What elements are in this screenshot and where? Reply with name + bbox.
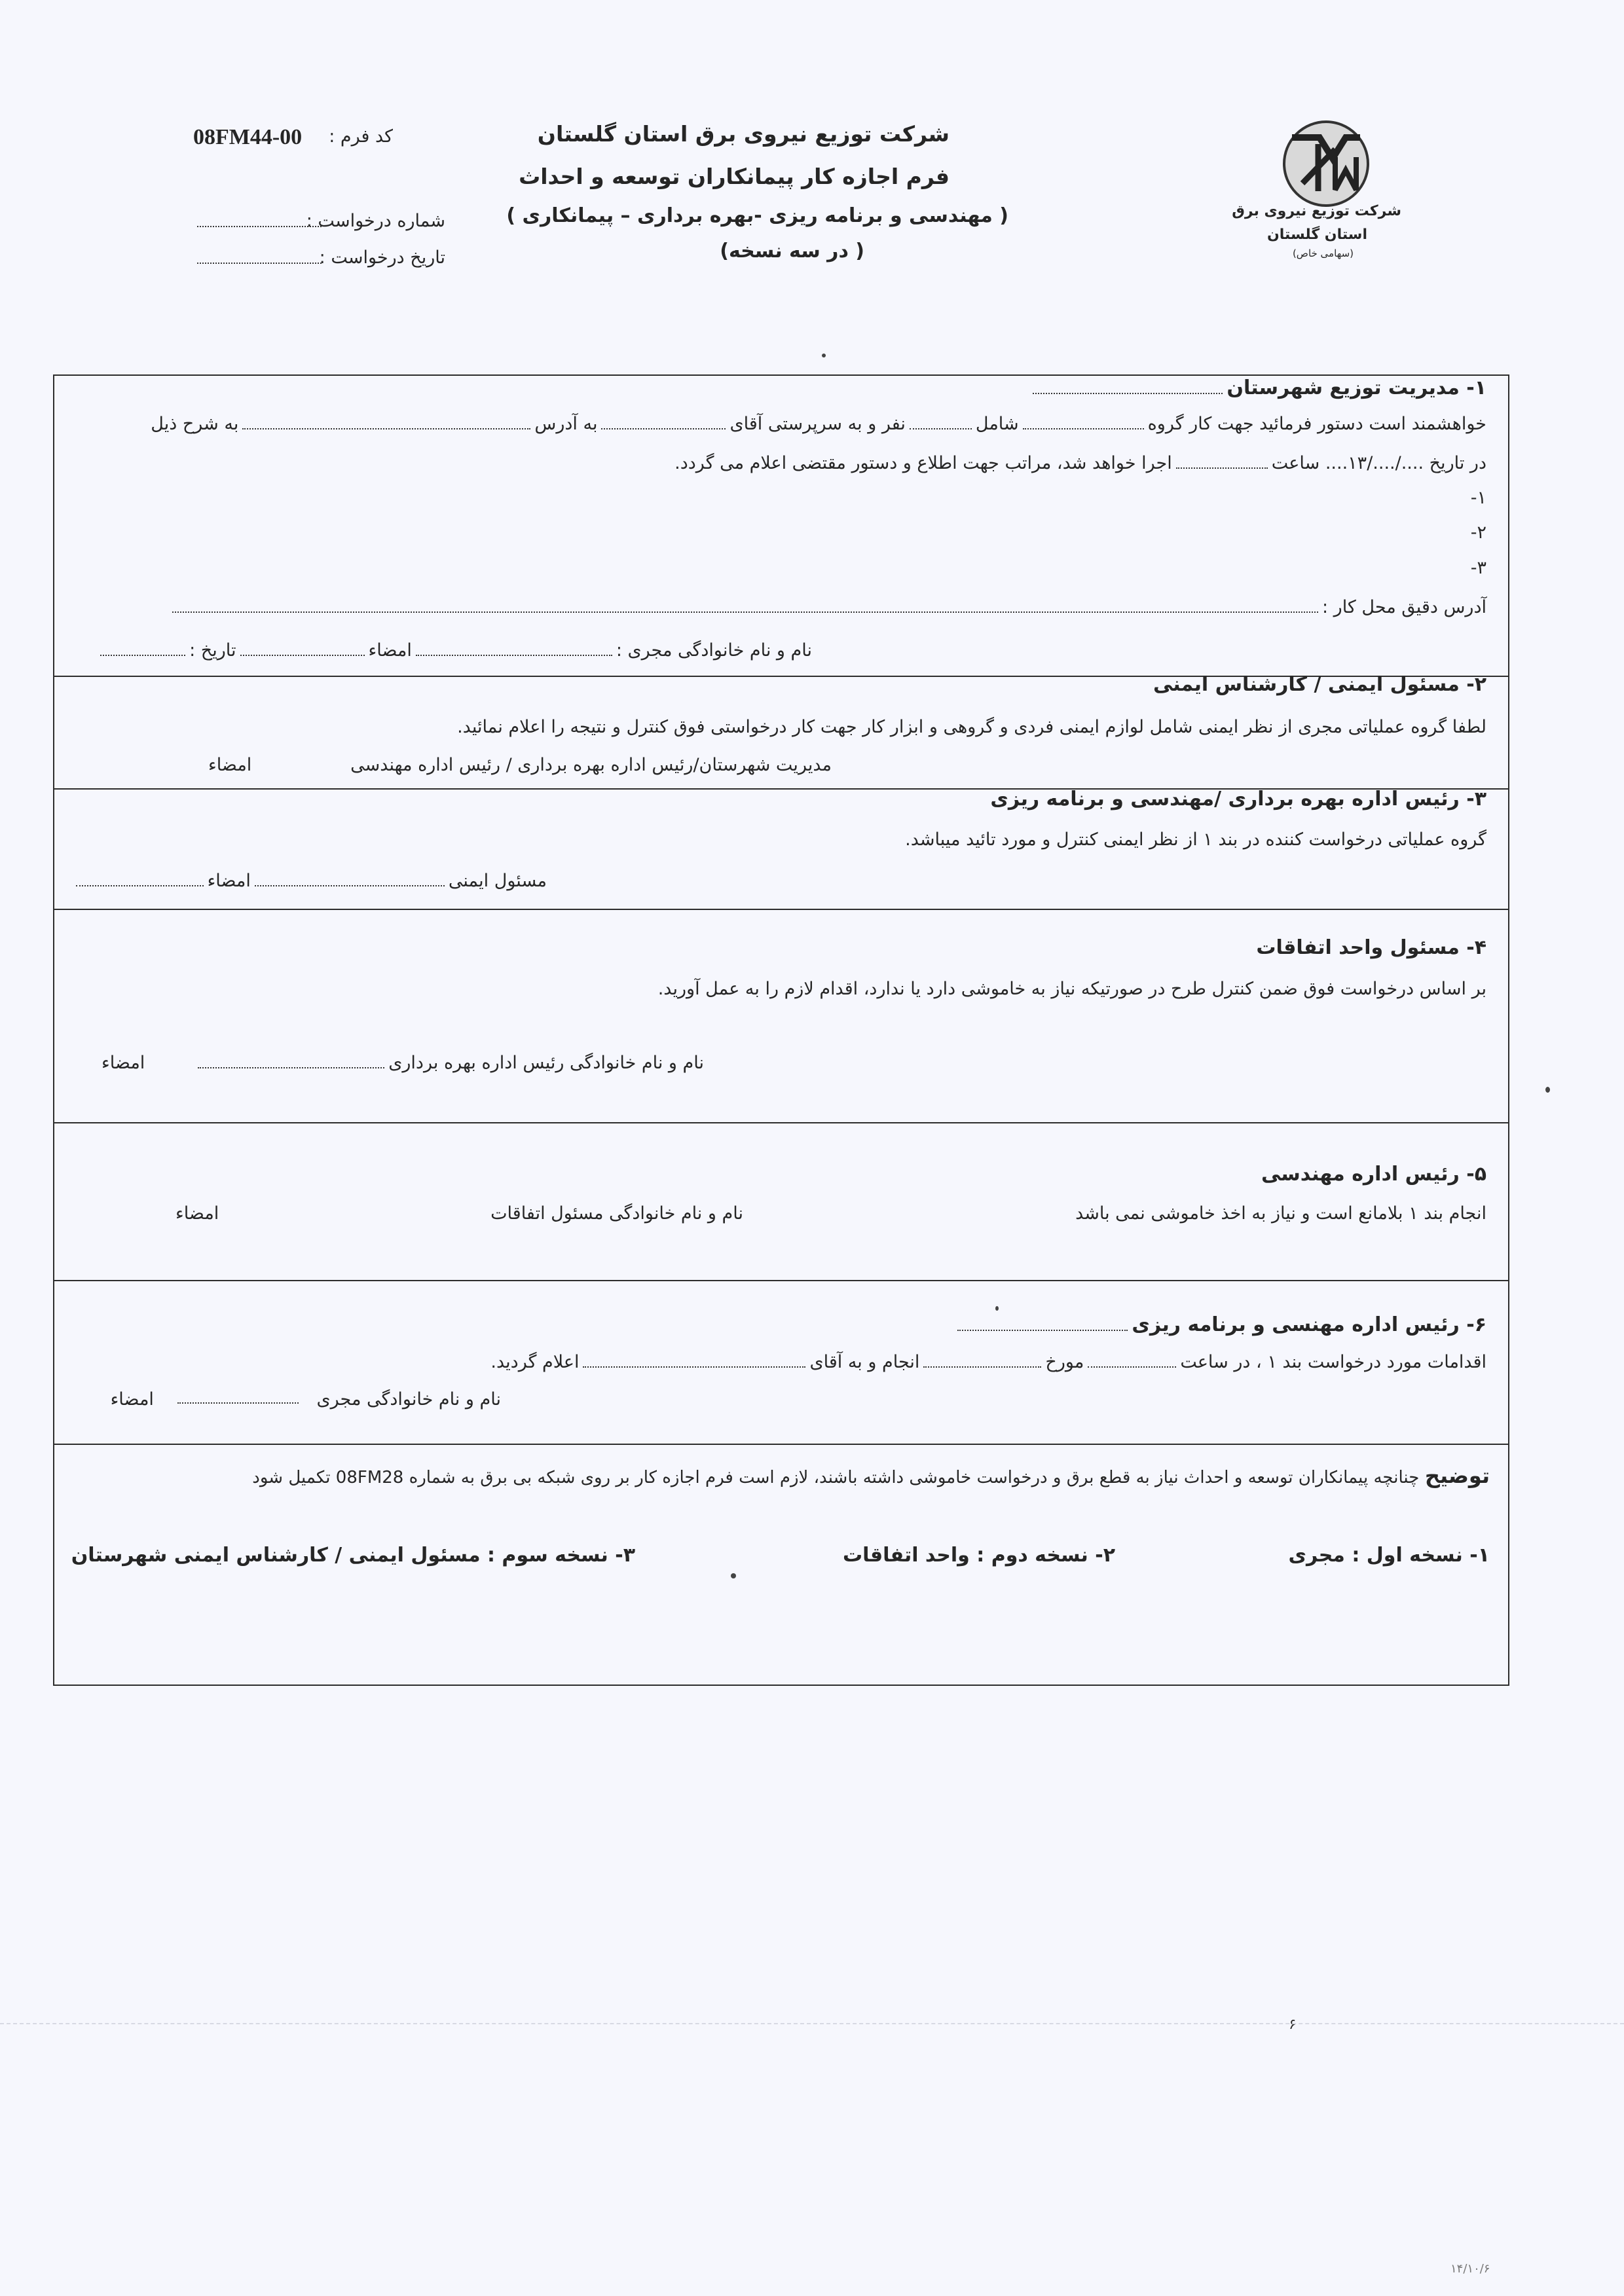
divider-6	[54, 1444, 1508, 1445]
logo-caption-3: (سهامی خاص)	[1292, 247, 1354, 259]
copy-2: ۲- نسخه دوم : واحد اتفاقات	[843, 1544, 1115, 1567]
s6-l1-d: اعلام گردید.	[490, 1352, 580, 1372]
divider-4	[54, 1122, 1508, 1123]
note-body: چنانچه پیمانکاران توسعه و احداث نیاز به قطع برق و درخواست خاموشی داشته باشند، لازم است فرم اجازه کار بر روی شبکه بی برق به شماره 08FM28 تکمیل شود	[252, 1468, 1420, 1487]
s6-l1-c: انجام و به آقای	[809, 1352, 920, 1372]
s4-sign-label: امضاء	[101, 1053, 145, 1073]
s1-signature-row	[96, 640, 812, 661]
s6-time-field[interactable]	[1088, 1353, 1176, 1368]
s1-item-3: -۳	[1470, 558, 1486, 578]
s6-title: ۶- رئیس اداره مهنسی و برنامه ریزی	[1132, 1313, 1486, 1336]
s1-time-field[interactable]	[1176, 454, 1268, 469]
divider-3	[54, 909, 1508, 910]
s1-l1-d: به آدرس	[534, 414, 598, 434]
note-row	[252, 1463, 1490, 1488]
note-label: توضیح	[1424, 1463, 1490, 1488]
scan-edge-line	[0, 2023, 1624, 2024]
logo-caption-2: استان گلستان	[1266, 227, 1367, 243]
form-code: 08FM44-00	[193, 125, 303, 149]
s1-title: ۱- مدیریت توزیع شهرستان	[1227, 376, 1486, 399]
s5-sign-label: امضاء	[175, 1203, 219, 1224]
s1-address-row	[168, 597, 1486, 618]
s3-body: گروه عملیاتی درخواست کننده در بند ۱ از نظر ایمنی کنترل و مورد تائید میباشد.	[905, 829, 1486, 850]
s3-title: ۳- رئیس اداره بهره برداری /مهندسی و برنامه ریزی	[990, 788, 1486, 811]
s1-line1	[151, 414, 1486, 435]
footer-mark-2: ۱۴/۱۰/۶	[1450, 2262, 1490, 2276]
request-date-field[interactable]	[197, 249, 322, 264]
form-frame	[53, 374, 1509, 1686]
s1-exact-address-field[interactable]	[172, 598, 1318, 613]
s3-signature-row	[72, 871, 547, 892]
scan-speck	[731, 1573, 736, 1578]
s6-sign-field[interactable]	[177, 1389, 299, 1404]
s1-group-field[interactable]	[1023, 415, 1144, 429]
s5-name-label: نام و نام خانوادگی مسئول اتفاقات	[490, 1203, 743, 1224]
s1-l2-c: اجرا خواهد شد، مراتب جهت اطلاع و دستور مقتضی اعلام می گردد.	[674, 453, 1172, 473]
s6-sign-label: امضاء	[110, 1389, 154, 1410]
request-date-label: تاریخ درخواست :	[319, 247, 445, 268]
s1-supervisor-field[interactable]	[601, 415, 726, 429]
s4-body: بر اساس درخواست فوق ضمن کنترل طرح در صورتیکه نیاز به خاموشی دارد یا ندارد، اقدام لازم را به عمل آورید.	[657, 979, 1486, 999]
s6-l1-a: اقدامات مورد درخواست بند ۱ ، در ساعت	[1180, 1352, 1486, 1372]
s1-item-2: -۲	[1470, 522, 1486, 543]
s6-title-row	[953, 1313, 1486, 1337]
s1-address-field[interactable]	[242, 415, 530, 429]
s1-branch-field[interactable]	[1033, 380, 1223, 394]
s1-address-label: آدرس دقیق محل کار :	[1321, 597, 1486, 617]
s1-item-1: -۱	[1470, 488, 1486, 508]
scan-speck	[995, 1306, 999, 1311]
departments-line: ( مهندسی و برنامه ریزی -بهره برداری – پیمانکاری )	[506, 204, 1008, 227]
copies-note: ( در سه نسخه)	[720, 240, 864, 263]
s1-date-field[interactable]	[100, 642, 185, 656]
form-code-label: کد فرم :	[329, 126, 393, 147]
s6-person-field[interactable]	[583, 1353, 805, 1368]
form-title: فرم اجازه کار پیمانکاران توسعه و احداث	[519, 164, 950, 189]
s5-title: ۵- رئیس اداره مهندسی	[1261, 1163, 1486, 1186]
s1-l1-e: به شرح ذیل	[151, 414, 239, 434]
copy-3: ۳- نسخه سوم : مسئول ایمنی / کارشناس ایمنی شهرستان	[71, 1544, 635, 1567]
s6-signature-row	[111, 1389, 501, 1410]
s6-title-field[interactable]	[957, 1317, 1128, 1331]
footer-mark-1: ۶	[1289, 2016, 1297, 2033]
s3-safety-field[interactable]	[255, 872, 445, 886]
s3-sign-label: امضاء	[207, 871, 251, 891]
s3-sign-field[interactable]	[76, 872, 204, 886]
s1-l2-a: در تاریخ ..../..../۱۳....	[1325, 453, 1486, 473]
s4-name-field[interactable]	[198, 1054, 384, 1068]
company-logo-icon	[1280, 118, 1372, 210]
s2-body: لطفا گروه عملیاتی مجری از نظر ایمنی شامل لوازم ایمنی فردی و گروهی و ابزار کار جهت کار درخواستی فوق کنترل و نتیجه را اعلام نمائید.	[457, 717, 1486, 737]
copy-1: ۱- نسخه اول : مجری	[1288, 1544, 1490, 1567]
s6-line1	[490, 1352, 1486, 1373]
s4-title: ۴- مسئول واحد اتفاقات	[1256, 936, 1486, 959]
s1-count-field[interactable]	[910, 415, 972, 429]
s3-safety-label: مسئول ایمنی	[448, 871, 547, 891]
s2-sign-label: امضاء	[208, 755, 252, 775]
s1-date-label: تاریخ :	[189, 640, 236, 661]
request-number-label: شماره درخواست :	[306, 211, 445, 231]
s6-date-field[interactable]	[923, 1353, 1041, 1368]
s2-signer: مدیریت شهرستان/رئیس اداره بهره برداری / رئیس اداره مهندسی	[350, 755, 832, 775]
request-number-field[interactable]	[197, 213, 322, 227]
s1-l2-b: ساعت	[1271, 453, 1320, 473]
s1-title-row	[1029, 376, 1486, 400]
s1-l1-c: نفر و به سرپرستی آقای	[729, 414, 906, 434]
s5-body: انجام بند ۱ بلامانع است و نیاز به اخذ خاموشی نمی باشد	[1075, 1203, 1486, 1224]
s2-title: ۲- مسئول ایمنی / کارشناس ایمنی	[1153, 673, 1486, 696]
s6-name-label: نام و نام خانوادگی مجری	[316, 1389, 501, 1410]
s4-signature-row	[194, 1053, 704, 1074]
s1-l1-a: خواهشمند است دستور فرمائید جهت کار گروه	[1147, 414, 1486, 434]
s1-name-field[interactable]	[416, 642, 612, 656]
divider-5	[54, 1280, 1508, 1281]
s6-l1-b: مورخ	[1045, 1352, 1084, 1372]
logo-caption-1: شرکت توزیع نیروی برق	[1232, 203, 1401, 219]
s1-line2	[674, 453, 1486, 474]
scan-speck	[1545, 1087, 1550, 1093]
s1-l1-b: شامل	[975, 414, 1019, 434]
s1-sign-label: امضاء	[368, 640, 412, 661]
scan-speck	[822, 354, 826, 357]
company-name: شرکت توزیع نیروی برق استان گلستان	[537, 121, 950, 147]
s1-sign-field[interactable]	[240, 642, 365, 656]
s1-name-label: نام و نام خانوادگی مجری :	[616, 640, 812, 661]
s4-name-label: نام و نام خانوادگی رئیس اداره بهره برداری	[388, 1053, 704, 1073]
